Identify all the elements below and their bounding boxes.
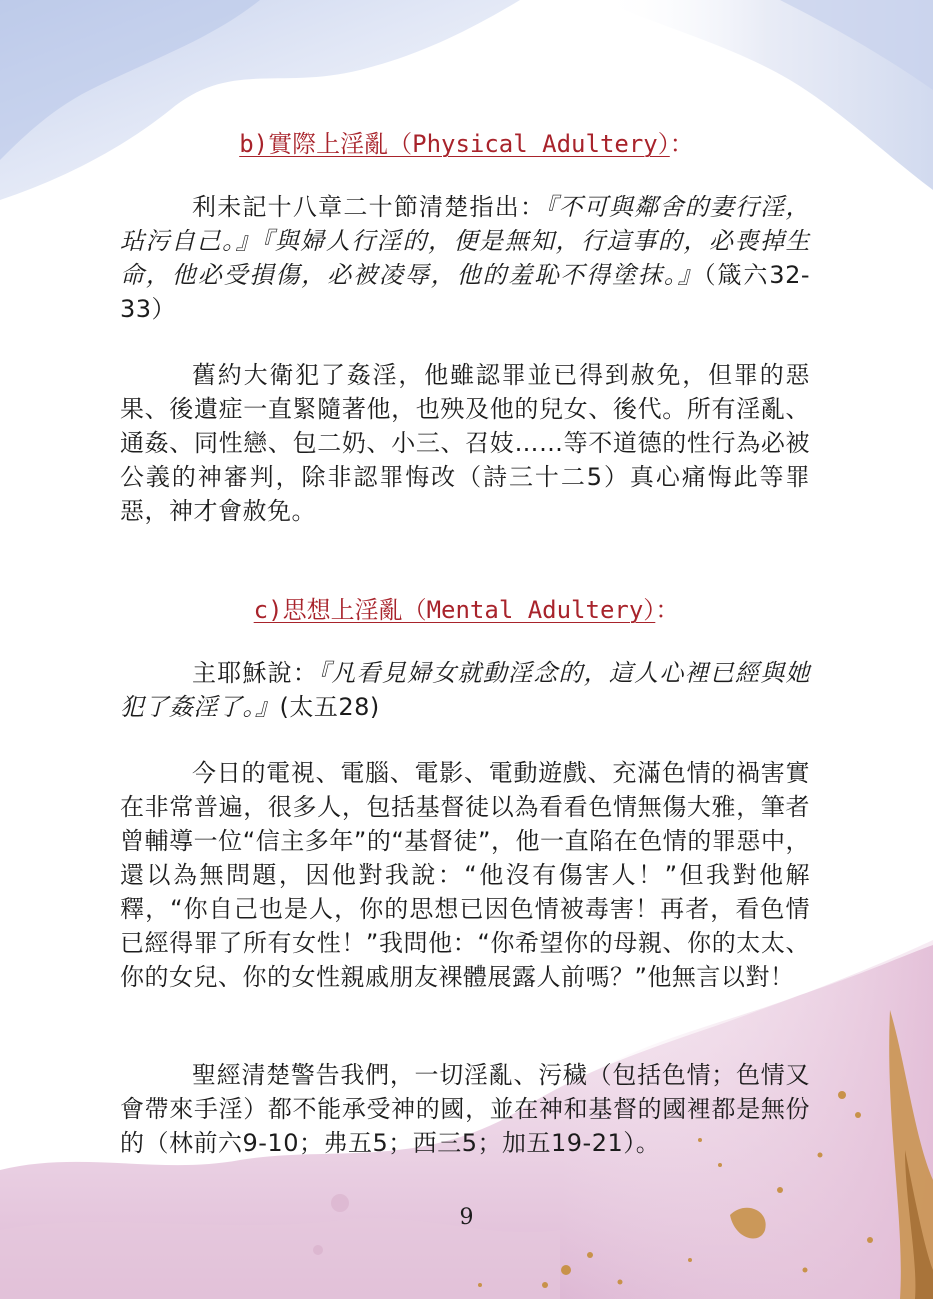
paragraph-scripture-warning bbox=[120, 1058, 810, 1160]
scripture-quote: 『凡看見婦女就動淫念的，這人心裡已經與她犯了姦淫了。』 bbox=[120, 659, 811, 721]
paragraph-intro: 利未記十八章二十節清楚指出： bbox=[192, 193, 546, 221]
heading-colon: ： bbox=[669, 130, 694, 158]
paragraph-leviticus-quote bbox=[120, 190, 810, 326]
heading-title: c)思想上淫亂（Mental Adultery） bbox=[253, 596, 656, 624]
section-heading-mental-adultery bbox=[0, 590, 933, 625]
paragraph-text: 舊約大衛犯了姦淫，他雖認罪並已得到赦免，但罪的惡果、後遺症一直緊隨著他，也殃及他的兒女、後代。所有淫亂、通姦、同性戀、包二奶、小三、召妓……等不道德的性行為必被公義的神審判，除非認罪悔改（詩三十二5）真心痛悔此等罪惡，神才會赦免。 bbox=[120, 361, 810, 525]
paragraph-pornography bbox=[120, 756, 810, 994]
scripture-quote: 『不可與鄰舍的妻行淫，玷污自己。』『與婦人行淫的，便是無知，行這事的，必喪掉生命，他必受損傷，必被凌辱，他的羞恥不得塗抹。』 bbox=[120, 193, 811, 289]
section-heading-physical-adultery bbox=[0, 124, 933, 159]
heading-title: b)實際上淫亂（Physical Adultery） bbox=[239, 130, 670, 158]
page-number: 9 bbox=[459, 1205, 474, 1230]
paragraph-jesus-quote bbox=[120, 656, 810, 724]
paragraph-intro: 主耶穌說： bbox=[192, 659, 319, 687]
paragraph-david-adultery bbox=[120, 358, 810, 528]
paragraph-text: 今日的電視、電腦、電影、電動遊戲、充滿色情的禍害實在非常普遍，很多人，包括基督徒以為看看色情無傷大雅，筆者曾輔導一位“信主多年”的“基督徒”，他一直陷在色情的罪惡中，還以為無問題，因他對我說：“他沒有傷害人！”但我對他解釋，“你自己也是人，你的思想已因色情被毒害！再者，看色情已經得罪了所有女性！”我問他：“你希望你的母親、你的太太、你的女兒、你的女性親戚朋友裸體展露人前嗎？”他無言以對！ bbox=[120, 759, 810, 991]
paragraph-text: 聖經清楚警告我們，一切淫亂、污穢（包括色情；色情又會帶來手淫）都不能承受神的國，並在神和基督的國裡都是無份的（林前六9-10；弗五5；西三5；加五19-21）。 bbox=[120, 1061, 810, 1157]
scripture-reference: （箴六32-33） bbox=[120, 261, 810, 323]
heading-colon: ： bbox=[655, 596, 680, 624]
scripture-reference: (太五28) bbox=[279, 693, 380, 721]
